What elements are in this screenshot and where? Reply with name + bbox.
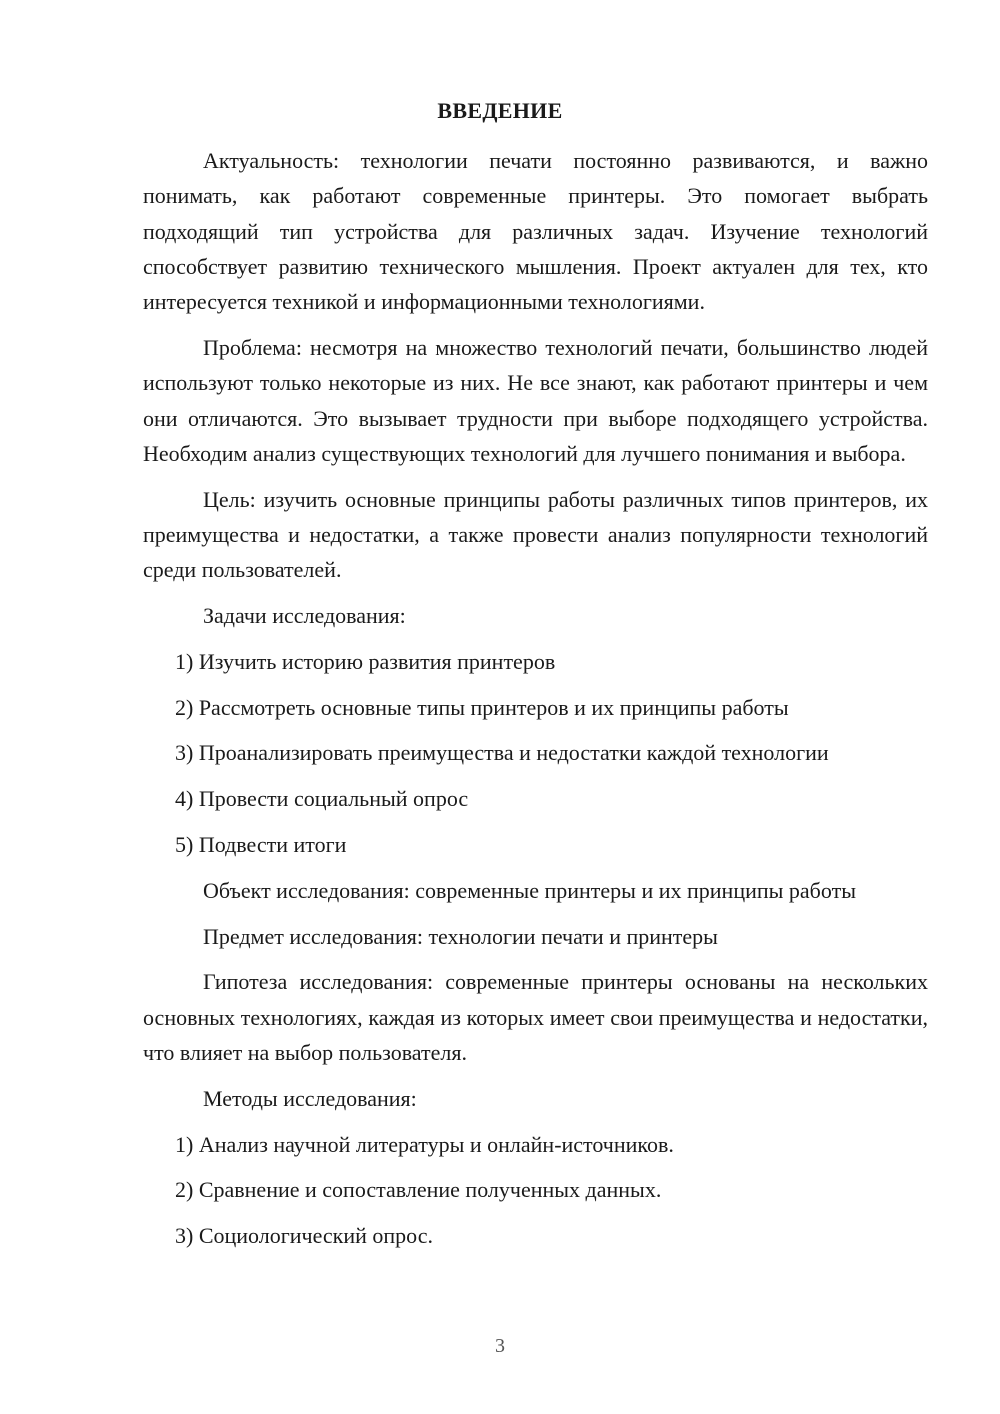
document-body [143,143,928,1264]
task-item: 4) Провести социальный опрос [175,786,469,812]
goal-paragraph: Цель: изучить основные принципы работы различных типов принтеров, их преимущества и недостатки, а также провести анализ популярности технологий среди пользователей. [143,486,928,583]
subject-paragraph: Предмет исследования: технологии печати и принтеры [203,923,718,949]
method-item: 1) Анализ научной литературы и онлайн-источников. [175,1131,674,1157]
object-paragraph: Объект исследования: современные принтеры и их принципы работы [203,877,856,903]
tasks-list [143,644,928,862]
problem-paragraph: Проблема: несмотря на множество технологий печати, большинство людей используют только некоторые из них. Не все знают, как работают принтеры и чем они отличаются. Это вызывает трудности при выборе подходящего устройства. Необходим анализ существующих технологий для лучшего понимания и выбора. [143,334,928,466]
tasks-heading: Задачи исследования: [203,603,406,629]
task-item: 5) Подвести итоги [175,832,347,858]
task-item: 3) Проанализировать преимущества и недостатки каждой технологии [175,740,829,766]
methods-heading: Методы исследования: [203,1085,417,1111]
relevance-paragraph: Актуальность: технологии печати постоянно развиваются, и важно понимать, как работают современные принтеры. Это помогает выбрать подходящий тип устройства для различных задач. Изучение технологий способствует развитию технического мышления. Проект актуален для тех, кто интересуется техникой и информационными технологиями. [143,148,928,315]
task-item: 2) Рассмотреть основные типы принтеров и их принципы работы [175,694,789,720]
section-title: ВВЕДЕНИЕ [437,98,563,123]
method-item: 3) Социологический опрос. [175,1223,433,1249]
task-item: 1) Изучить историю развития принтеров [175,648,556,674]
page-number: 3 [495,1335,505,1357]
methods-list [143,1127,928,1254]
hypothesis-paragraph: Гипотеза исследования: современные принтеры основаны на нескольких основных технологиях, каждая из которых имеет свои преимущества и недостатки, что влияет на выбор пользователя. [143,969,928,1066]
method-item: 2) Сравнение и сопоставление полученных данных. [175,1177,662,1203]
